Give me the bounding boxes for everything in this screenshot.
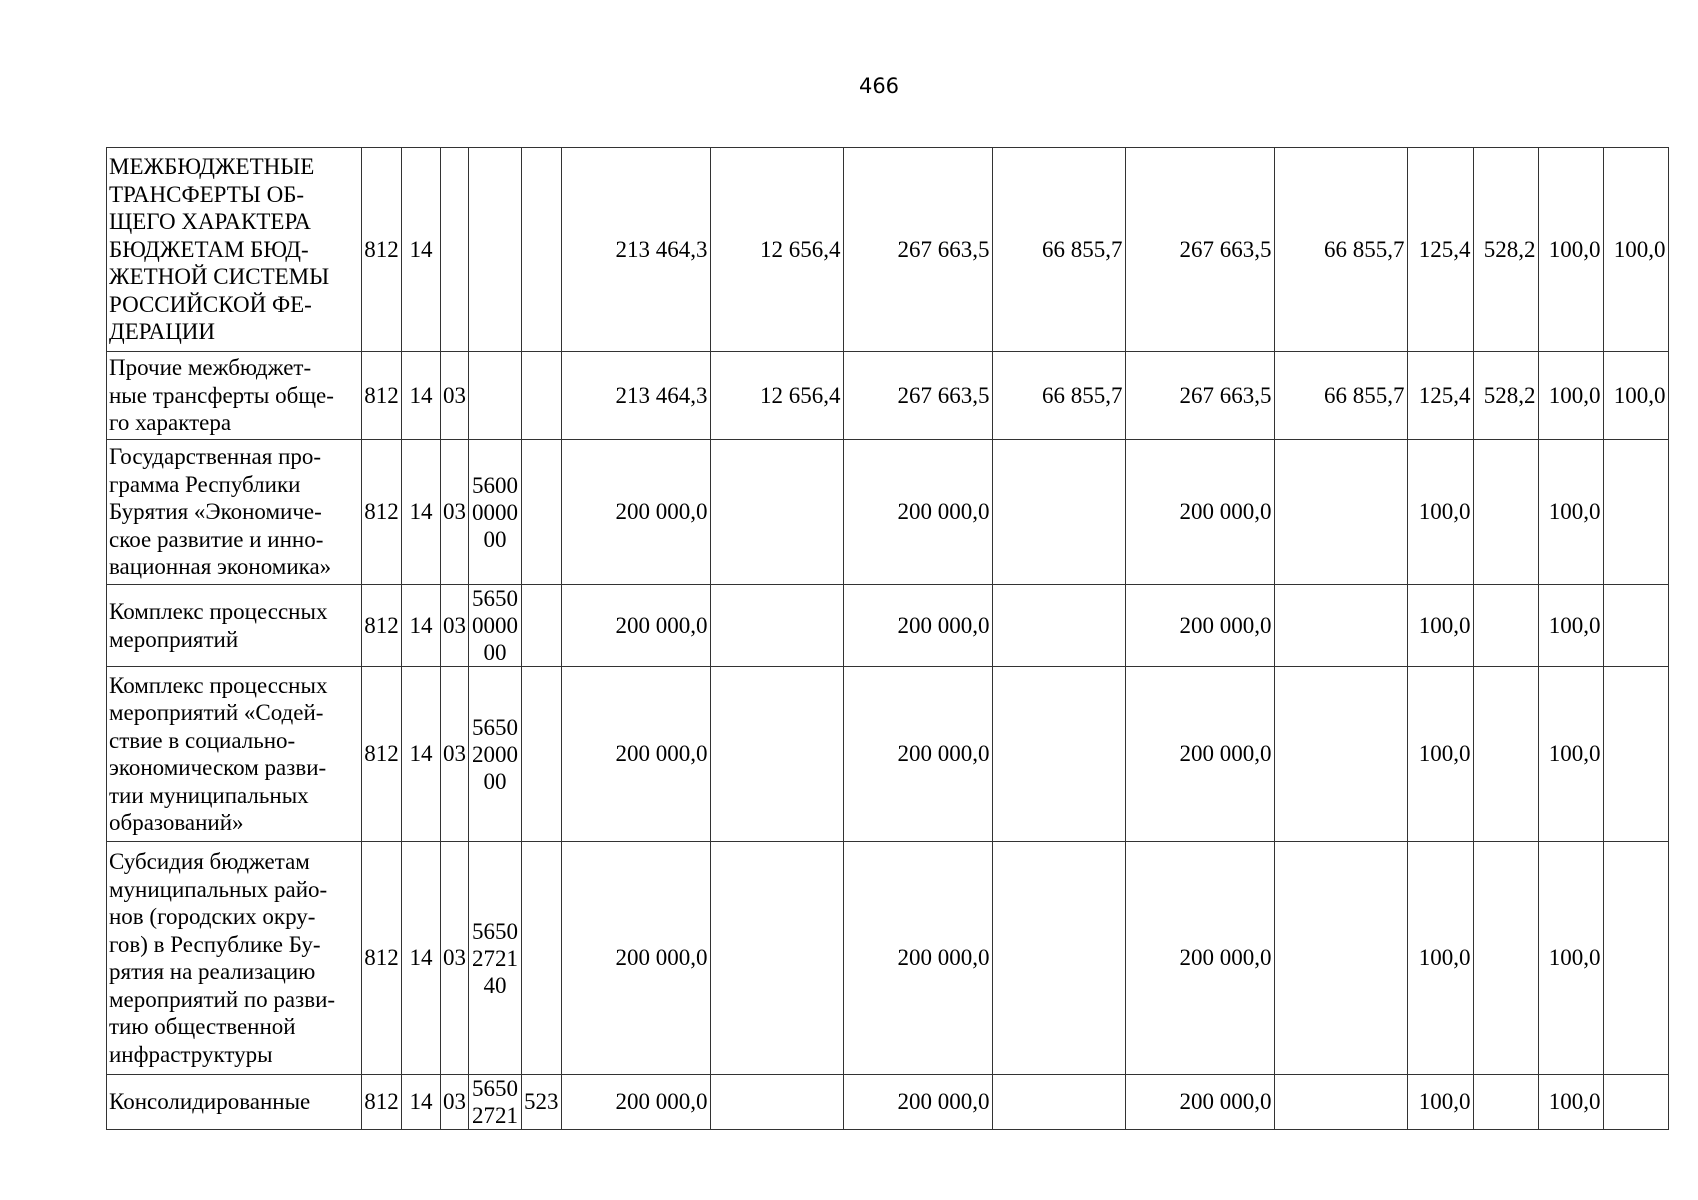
amount-cell-v3: 267 663,5 xyxy=(843,148,992,352)
amount-cell-v4 xyxy=(992,667,1125,842)
grbs-code-cell: 812 xyxy=(362,1075,402,1130)
row-name-line: ское развитие и инно- xyxy=(109,526,324,552)
row-name-line: инфраструктуры xyxy=(109,1041,273,1067)
amount-cell-v1: 213 464,3 xyxy=(561,352,710,440)
amount-cell-v4: 66 855,7 xyxy=(992,352,1125,440)
row-name-line: ЖЕТНОЙ СИСТЕМЫ xyxy=(109,264,330,290)
amount-cell-v3: 200 000,0 xyxy=(843,585,992,667)
subsection-code-cell: 03 xyxy=(441,585,469,667)
row-name-line: ДЕРАЦИИ xyxy=(109,319,216,345)
expense-type-code-cell xyxy=(522,842,562,1075)
amount-cell-v5: 200 000,0 xyxy=(1125,585,1274,667)
amount-cell-v1: 200 000,0 xyxy=(561,585,710,667)
row-name-line: мероприятий xyxy=(109,626,239,652)
row-name-line: экономическом разви- xyxy=(109,755,327,780)
target-article-code-part: 00 xyxy=(483,768,507,794)
target-article-code-part: 0000 xyxy=(472,613,518,638)
grbs-code-cell: 812 xyxy=(362,842,402,1075)
table-row xyxy=(107,148,1669,352)
percent-cell-p1: 100,0 xyxy=(1407,585,1473,667)
percent-cell-p2 xyxy=(1473,842,1538,1075)
percent-cell-p3: 100,0 xyxy=(1538,440,1603,585)
target-article-code-part: 2721 xyxy=(472,945,518,971)
percent-cell-p2: 528,2 xyxy=(1473,148,1538,352)
amount-cell-v4 xyxy=(992,585,1125,667)
amount-cell-v6 xyxy=(1274,585,1407,667)
section-code-cell: 14 xyxy=(402,352,441,440)
amount-cell-v1: 200 000,0 xyxy=(561,842,710,1075)
target-article-code-part: 5650 xyxy=(472,918,518,944)
row-name-line: Бурятия «Экономиче- xyxy=(109,499,322,525)
expense-type-code-cell xyxy=(522,585,562,667)
percent-cell-p1: 125,4 xyxy=(1407,148,1473,352)
amount-cell-v2 xyxy=(710,440,843,585)
percent-cell-p4 xyxy=(1603,842,1668,1075)
table-row xyxy=(107,1075,1669,1130)
section-code-cell: 14 xyxy=(402,585,441,667)
amount-cell-v6: 66 855,7 xyxy=(1274,148,1407,352)
table-row xyxy=(107,585,1669,667)
amount-cell-v5: 200 000,0 xyxy=(1125,1075,1274,1130)
row-name-line: Субсидия бюджетам xyxy=(109,849,310,874)
percent-cell-p1: 125,4 xyxy=(1407,352,1473,440)
target-article-code-part: 40 xyxy=(483,972,507,998)
percent-cell-p4: 100,0 xyxy=(1603,352,1668,440)
table-row xyxy=(107,842,1669,1075)
percent-cell-p4 xyxy=(1603,440,1668,585)
row-name-line: РОССИЙСКОЙ ФЕ- xyxy=(109,291,312,317)
row-name-line: муниципальных райо- xyxy=(109,876,328,902)
percent-cell-p3: 100,0 xyxy=(1538,842,1603,1075)
percent-cell-p3: 100,0 xyxy=(1538,352,1603,440)
percent-cell-p1: 100,0 xyxy=(1407,1075,1473,1130)
page-number: 466 xyxy=(858,74,900,98)
amount-cell-v1: 200 000,0 xyxy=(561,440,710,585)
target-article-code-cell xyxy=(469,842,522,1075)
row-name-line: рятия на реализацию xyxy=(109,959,316,984)
expense-type-code-cell xyxy=(522,352,562,440)
row-name-line: ТРАНСФЕРТЫ ОБ- xyxy=(109,181,305,207)
subsection-code-cell: 03 xyxy=(441,440,469,585)
target-article-code-cell xyxy=(469,148,522,352)
target-article-code-part: 00 xyxy=(483,526,507,552)
amount-cell-v6 xyxy=(1274,842,1407,1075)
target-article-code-part: 0000 xyxy=(472,499,518,525)
row-name-cell xyxy=(107,585,362,667)
row-name-line: Комплекс процессных xyxy=(109,599,328,624)
amount-cell-v4: 66 855,7 xyxy=(992,148,1125,352)
subsection-code-cell xyxy=(441,148,469,352)
percent-cell-p4 xyxy=(1603,1075,1668,1130)
percent-cell-p4 xyxy=(1603,667,1668,842)
row-name-line: ЩЕГО ХАРАКТЕРА xyxy=(109,209,311,235)
grbs-code-cell: 812 xyxy=(362,440,402,585)
row-name-line: Консолидированные xyxy=(109,1089,311,1115)
row-name-cell xyxy=(107,1075,362,1130)
section-code-cell: 14 xyxy=(402,667,441,842)
target-article-code-part: 5650 xyxy=(472,586,518,611)
percent-cell-p2 xyxy=(1473,440,1538,585)
target-article-code-cell xyxy=(469,352,522,440)
amount-cell-v3: 200 000,0 xyxy=(843,440,992,585)
target-article-code-part: 5600 xyxy=(472,472,518,498)
row-name-line: ствие в социально- xyxy=(109,727,296,753)
amount-cell-v3: 200 000,0 xyxy=(843,1075,992,1130)
amount-cell-v5: 200 000,0 xyxy=(1125,440,1274,585)
amount-cell-v2 xyxy=(710,1075,843,1130)
row-name-line: БЮДЖЕТАМ БЮД- xyxy=(109,236,309,262)
row-name-cell xyxy=(107,352,362,440)
amount-cell-v2 xyxy=(710,667,843,842)
amount-cell-v6 xyxy=(1274,440,1407,585)
amount-cell-v1: 213 464,3 xyxy=(561,148,710,352)
subsection-code-cell: 03 xyxy=(441,1075,469,1130)
row-name-line: Государственная про- xyxy=(109,444,322,470)
row-name-line: го характера xyxy=(109,410,232,436)
row-name-line: гов) в Республике Бу- xyxy=(109,931,321,957)
expense-type-code-cell xyxy=(522,667,562,842)
percent-cell-p1: 100,0 xyxy=(1407,440,1473,585)
amount-cell-v2: 12 656,4 xyxy=(710,148,843,352)
percent-cell-p4: 100,0 xyxy=(1603,148,1668,352)
amount-cell-v6: 66 855,7 xyxy=(1274,352,1407,440)
row-name-line: мероприятий «Содей- xyxy=(109,700,324,725)
percent-cell-p2: 528,2 xyxy=(1473,352,1538,440)
percent-cell-p4 xyxy=(1603,585,1668,667)
percent-cell-p2 xyxy=(1473,585,1538,667)
percent-cell-p2 xyxy=(1473,667,1538,842)
amount-cell-v3: 267 663,5 xyxy=(843,352,992,440)
amount-cell-v1: 200 000,0 xyxy=(561,1075,710,1130)
row-name-line: МЕЖБЮДЖЕТНЫЕ xyxy=(109,154,315,180)
target-article-code-cell xyxy=(469,440,522,585)
amount-cell-v5: 267 663,5 xyxy=(1125,148,1274,352)
amount-cell-v5: 200 000,0 xyxy=(1125,667,1274,842)
subsection-code-cell: 03 xyxy=(441,352,469,440)
row-name-line: образований» xyxy=(109,810,244,835)
percent-cell-p2 xyxy=(1473,1075,1538,1130)
amount-cell-v5: 200 000,0 xyxy=(1125,842,1274,1075)
amount-cell-v6 xyxy=(1274,1075,1407,1130)
grbs-code-cell: 812 xyxy=(362,667,402,842)
target-article-code-part: 2000 xyxy=(472,741,518,767)
expense-type-code-cell xyxy=(522,440,562,585)
amount-cell-v2 xyxy=(710,585,843,667)
amount-cell-v4 xyxy=(992,1075,1125,1130)
row-name-line: мероприятий по разви- xyxy=(109,986,336,1012)
row-name-line: тию общественной xyxy=(109,1014,296,1039)
row-name-cell xyxy=(107,440,362,585)
target-article-code-part: 2721 xyxy=(472,1103,518,1128)
row-name-cell xyxy=(107,842,362,1075)
target-article-code-part: 5650 xyxy=(472,1076,518,1101)
percent-cell-p3: 100,0 xyxy=(1538,667,1603,842)
section-code-cell: 14 xyxy=(402,440,441,585)
row-name-line: грамма Республики xyxy=(109,471,301,497)
percent-cell-p3: 100,0 xyxy=(1538,585,1603,667)
amount-cell-v3: 200 000,0 xyxy=(843,842,992,1075)
target-article-code-cell xyxy=(469,585,522,667)
percent-cell-p1: 100,0 xyxy=(1407,667,1473,842)
table-row xyxy=(107,667,1669,842)
row-name-line: Комплекс процессных xyxy=(109,672,328,698)
target-article-code-cell xyxy=(469,1075,522,1130)
row-name-line: нов (городских окру- xyxy=(109,904,316,929)
row-name-line: Прочие межбюджет- xyxy=(109,355,312,381)
subsection-code-cell: 03 xyxy=(441,667,469,842)
grbs-code-cell: 812 xyxy=(362,352,402,440)
amount-cell-v2 xyxy=(710,842,843,1075)
subsection-code-cell: 03 xyxy=(441,842,469,1075)
section-code-cell: 14 xyxy=(402,148,441,352)
table-row xyxy=(107,440,1669,585)
percent-cell-p3: 100,0 xyxy=(1538,148,1603,352)
row-name-line: вационная экономика» xyxy=(109,554,332,580)
percent-cell-p3: 100,0 xyxy=(1538,1075,1603,1130)
amount-cell-v6 xyxy=(1274,667,1407,842)
section-code-cell: 14 xyxy=(402,842,441,1075)
grbs-code-cell: 812 xyxy=(362,148,402,352)
target-article-code-cell xyxy=(469,667,522,842)
row-name-line: тии муниципальных xyxy=(109,782,309,808)
amount-cell-v5: 267 663,5 xyxy=(1125,352,1274,440)
amount-cell-v2: 12 656,4 xyxy=(710,352,843,440)
amount-cell-v4 xyxy=(992,440,1125,585)
row-name-cell xyxy=(107,667,362,842)
table-row xyxy=(107,352,1669,440)
expense-type-code-cell xyxy=(522,148,562,352)
amount-cell-v3: 200 000,0 xyxy=(843,667,992,842)
target-article-code-part: 00 xyxy=(483,640,507,665)
target-article-code-part: 5650 xyxy=(472,714,518,740)
budget-table xyxy=(106,147,1669,1130)
expense-type-code-cell: 523 xyxy=(522,1075,562,1130)
amount-cell-v4 xyxy=(992,842,1125,1075)
percent-cell-p1: 100,0 xyxy=(1407,842,1473,1075)
grbs-code-cell: 812 xyxy=(362,585,402,667)
row-name-cell xyxy=(107,148,362,352)
row-name-line: ные трансферты обще- xyxy=(109,382,334,408)
amount-cell-v1: 200 000,0 xyxy=(561,667,710,842)
section-code-cell: 14 xyxy=(402,1075,441,1130)
